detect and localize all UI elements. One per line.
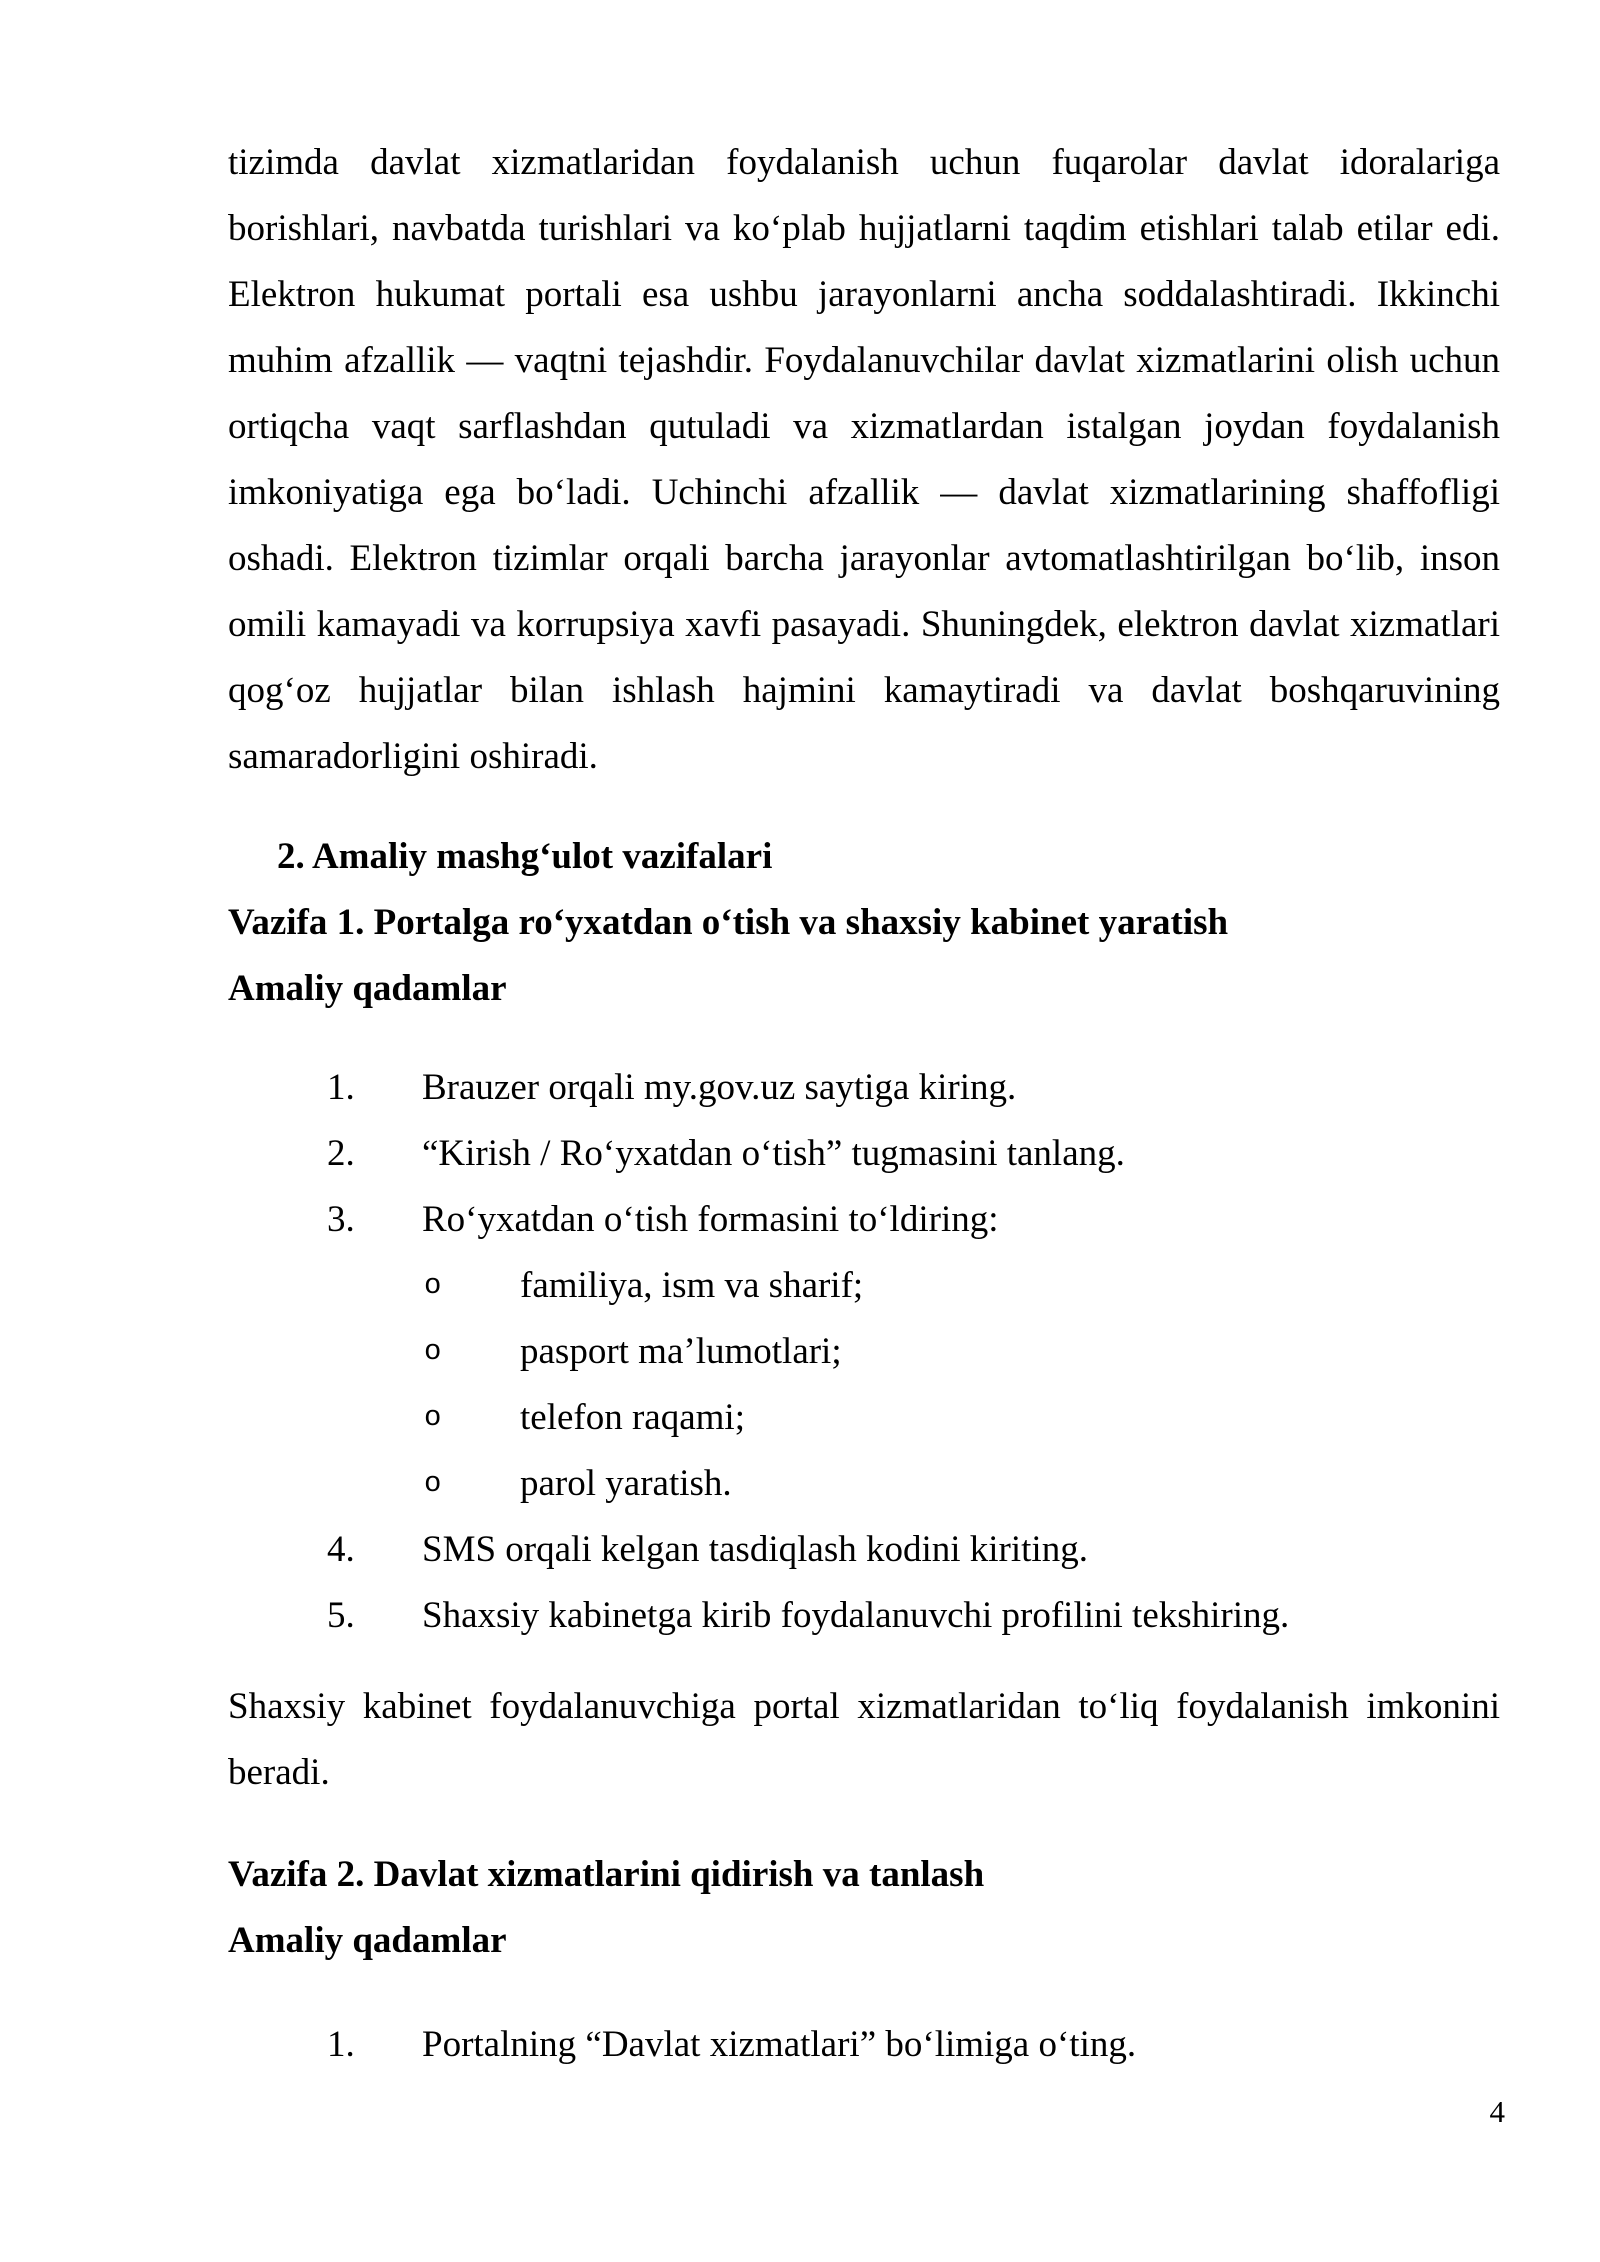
paragraph-line: tizimda davlat xizmatlaridan foydalanish uchun fuqarolar davlat idoralariga — [228, 142, 1500, 183]
paragraph-line: borishlari, navbatda turishlari va ko‘plab hujjatlarni taqdim etishlari talab etilar edi. — [228, 208, 1500, 249]
section-headings — [228, 824, 1500, 1022]
task2-steps-label: Amaliy qadamlar — [228, 1920, 507, 1961]
paragraph-line: ortiqcha vaqt sarflashdan qutuladi va xizmatlardan istalgan joydan foydalanish — [228, 406, 1500, 447]
list-item — [228, 1055, 1500, 1121]
sub-list-item — [228, 1385, 1500, 1451]
section-heading: 2. Amaliy mashg‘ulot vazifalari — [277, 836, 773, 877]
page-number: 4 — [1489, 2094, 1505, 2129]
sub-list-item — [228, 1319, 1500, 1385]
paragraph-line: muhim afzallik — vaqtni tejashdir. Foydalanuvchilar davlat xizmatlarini olish uchun — [228, 340, 1500, 381]
task1-title: Vazifa 1. Portalga ro‘yxatdan o‘tish va shaxsiy kabinet yaratish — [228, 902, 1229, 943]
bullet-marker: o — [424, 1401, 442, 1434]
list-item-text: “Kirish / Ro‘yxatdan o‘tish” tugmasini tanlang. — [422, 1133, 1125, 1174]
list-item-text: Ro‘yxatdan o‘tish formasini to‘ldiring: — [422, 1199, 999, 1240]
list-item-number: 5. — [327, 1595, 355, 1636]
list-item-text: Shaxsiy kabinetga kirib foydalanuvchi profilini tekshiring. — [422, 1595, 1290, 1636]
sub-list-item — [228, 1451, 1500, 1517]
bullet-text: parol yaratish. — [520, 1463, 732, 1504]
bullet-marker: o — [424, 1467, 442, 1500]
task1-note-paragraph — [228, 1674, 1500, 1806]
task2-steps-list — [228, 2012, 1500, 2078]
paragraph-line: omili kamayadi va korrupsiya xavfi pasayadi. Shuningdek, elektron davlat xizmatlari — [228, 604, 1500, 645]
paragraph-line: oshadi. Elektron tizimlar orqali barcha jarayonlar avtomatlashtirilgan bo‘lib, inson — [228, 538, 1500, 579]
task2-title: Vazifa 2. Davlat xizmatlarini qidirish va tanlash — [228, 1854, 985, 1895]
list-item-text: Brauzer orqali my.gov.uz saytiga kiring. — [422, 1067, 1017, 1108]
paragraph-line: qog‘oz hujjatlar bilan ishlash hajmini kamaytiradi va davlat boshqaruvining — [228, 670, 1500, 711]
list-item-text: SMS orqali kelgan tasdiqlash kodini kiriting. — [422, 1529, 1088, 1570]
task1-steps-label: Amaliy qadamlar — [228, 968, 507, 1009]
list-item — [228, 2012, 1500, 2078]
bullet-text: telefon raqami; — [520, 1397, 745, 1438]
bullet-text: familiya, ism va sharif; — [520, 1265, 864, 1306]
list-item-number: 4. — [327, 1529, 355, 1570]
list-item-number: 1. — [327, 2024, 355, 2065]
list-item — [228, 1583, 1500, 1649]
intro-paragraph — [228, 130, 1500, 790]
list-item-text: Portalning “Davlat xizmatlari” bo‘limiga o‘ting. — [422, 2024, 1137, 2065]
paragraph-line: Shaxsiy kabinet foydalanuvchiga portal xizmatlaridan to‘liq foydalanish imkonini — [228, 1686, 1500, 1727]
task1-steps-list — [228, 1055, 1500, 1649]
bullet-text: pasport ma’lumotlari; — [520, 1331, 842, 1372]
paragraph-line: Elektron hukumat portali esa ushbu jarayonlarni ancha soddalashtiradi. Ikkinchi — [228, 274, 1500, 315]
list-item — [228, 1517, 1500, 1583]
list-item-number: 3. — [327, 1199, 355, 1240]
list-item-number: 2. — [327, 1133, 355, 1174]
paragraph-line: imkoniyatiga ega bo‘ladi. Uchinchi afzallik — davlat xizmatlarining shaffofligi — [228, 472, 1500, 513]
bullet-marker: o — [424, 1269, 442, 1302]
paragraph-line: samaradorligini oshiradi. — [228, 736, 598, 777]
sub-list-item — [228, 1253, 1500, 1319]
list-item-number: 1. — [327, 1067, 355, 1108]
paragraph-line: beradi. — [228, 1752, 330, 1793]
task2-headings — [228, 1842, 1500, 1974]
list-item — [228, 1187, 1500, 1253]
list-item — [228, 1121, 1500, 1187]
bullet-marker: o — [424, 1335, 442, 1368]
